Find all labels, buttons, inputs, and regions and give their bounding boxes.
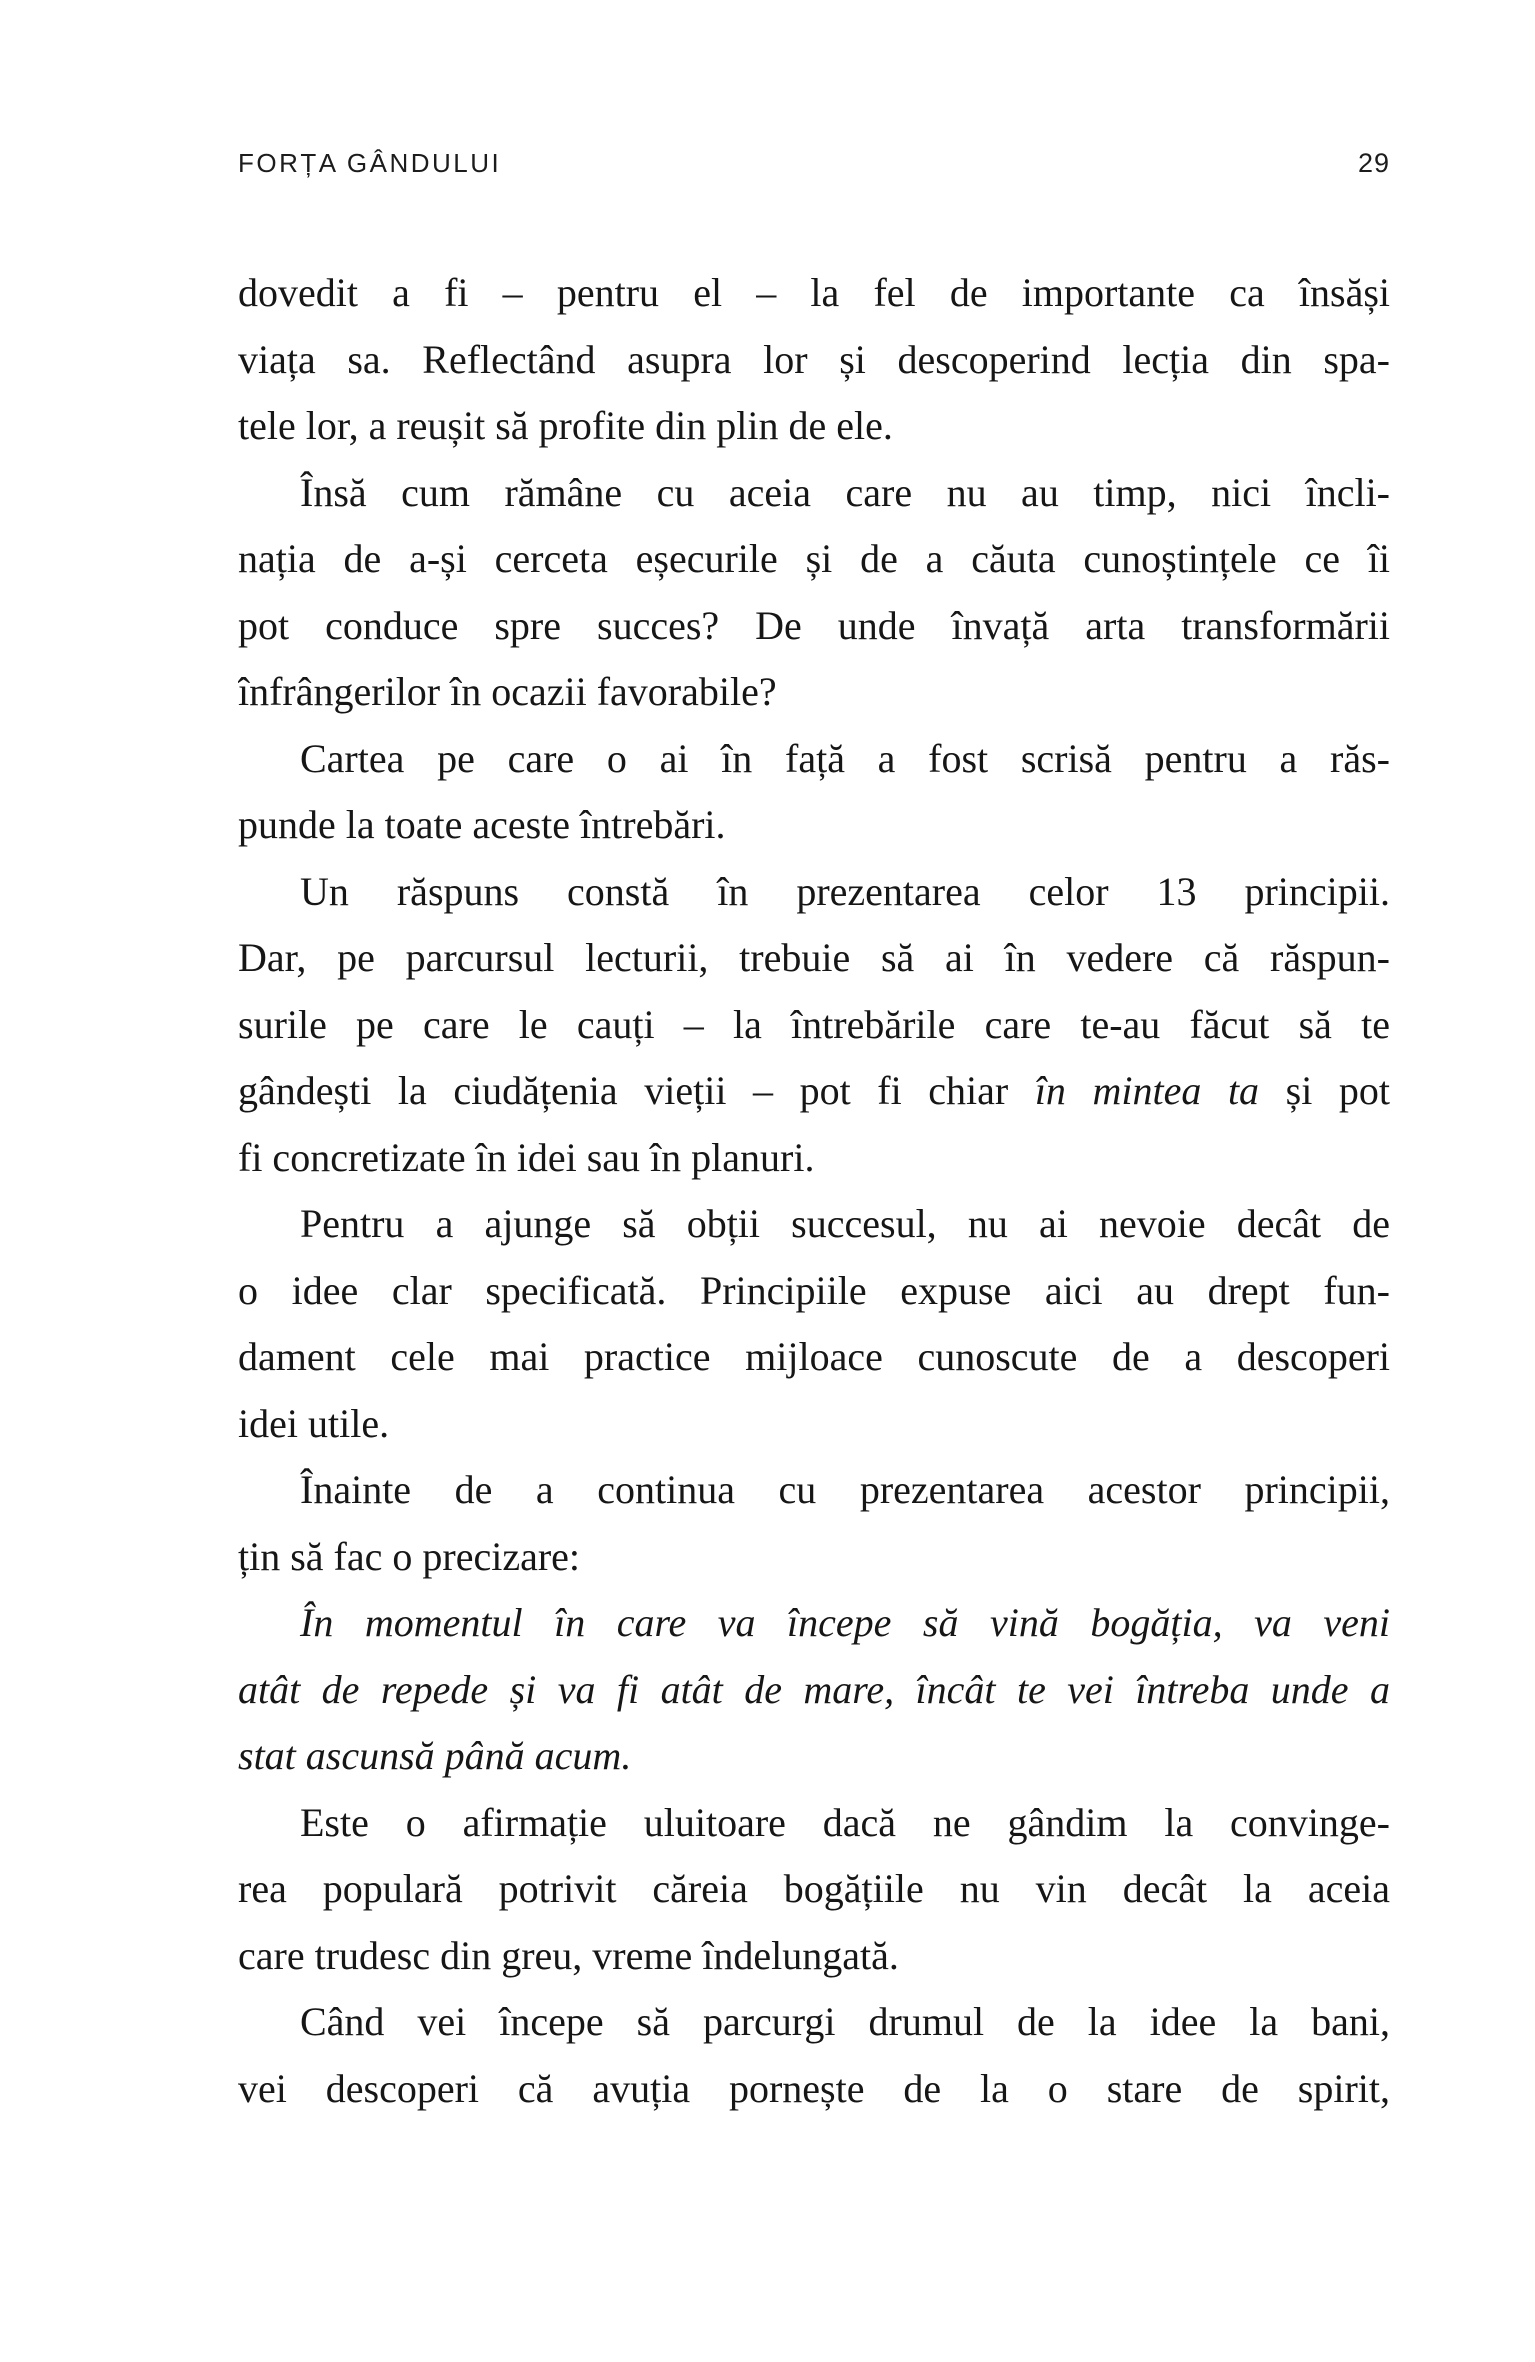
text-line <box>238 1258 1390 1325</box>
text-segment: tele lor, a reușit să profite din plin de ele. <box>238 403 893 448</box>
italic-text-segment: atât de repede și va fi atât de mare, încât te vei întreba unde a <box>238 1666 1390 1712</box>
paragraph <box>238 1191 1390 1457</box>
text-segment: dament cele mai practice mijloace cunoscute de a descoperi <box>238 1334 1390 1379</box>
text-line <box>238 1058 1390 1125</box>
text-segment: Dar, pe parcursul lecturii, trebuie să ai în vedere că răspun- <box>238 935 1390 980</box>
text-line <box>238 792 1390 859</box>
paragraph <box>238 859 1390 1192</box>
page-body <box>238 260 1390 2122</box>
text-segment: pot conduce spre succes? De unde învață arta transformării <box>238 602 1390 648</box>
text-line <box>238 460 1390 527</box>
text-segment: Când vei începe să parcurgi drumul de la idee la bani, <box>300 1999 1390 2044</box>
text-segment: Înainte de a continua cu prezentarea acestor principii, <box>300 1467 1390 1512</box>
text-segment: surile pe care le cauți – la întrebările care te-au făcut să te <box>238 1001 1390 1047</box>
text-line <box>238 1790 1390 1857</box>
text-line <box>238 1524 1390 1591</box>
paragraph <box>238 1790 1390 1990</box>
text-line <box>238 1657 1390 1724</box>
text-line <box>238 1856 1390 1923</box>
text-line <box>238 260 1390 327</box>
italic-text-segment: în mintea ta <box>1034 1068 1260 1113</box>
running-title: FORȚA GÂNDULUI <box>238 148 502 178</box>
text-line <box>238 1191 1390 1258</box>
paragraph <box>238 460 1390 726</box>
paragraph <box>238 1590 1390 1790</box>
text-line <box>238 1590 1390 1657</box>
text-line <box>238 726 1390 793</box>
text-segment: idei utile. <box>238 1400 390 1446</box>
paragraph <box>238 1989 1390 2122</box>
text-segment: care trudesc din greu, vreme îndelungată. <box>238 1932 899 1978</box>
text-segment: punde la toate aceste întrebări. <box>238 802 726 847</box>
text-segment: Pentru a ajunge să obții succesul, nu ai nevoie decât de <box>300 1201 1390 1246</box>
text-segment: nația de a-și cerceta eșecurile și de a căuta cunoștințele ce îi <box>238 536 1390 581</box>
text-line <box>238 327 1390 394</box>
text-segment: Este o afirmație uluitoare dacă ne gândim la convinge- <box>300 1799 1390 1845</box>
text-segment: fi concretizate în idei sau în planuri. <box>238 1134 815 1180</box>
text-line <box>238 859 1390 926</box>
text-segment: o idee clar specificată. Principiile expuse aici au drept fun- <box>238 1267 1390 1313</box>
text-line <box>238 1324 1390 1391</box>
text-line <box>238 1989 1390 2056</box>
text-line <box>238 992 1390 1059</box>
text-line <box>238 593 1390 660</box>
italic-text-segment: În momentul în care va începe să vină bogăția, va veni <box>300 1600 1390 1645</box>
text-segment: dovedit a fi – pentru el – la fel de importante ca însăși <box>238 270 1390 315</box>
italic-text-segment: stat ascunsă până acum. <box>238 1733 632 1778</box>
text-line <box>238 925 1390 992</box>
text-segment: țin să fac o precizare: <box>238 1533 581 1579</box>
paragraph <box>238 260 1390 460</box>
text-segment: gândești la ciudățenia vieții – pot fi chiar <box>238 1068 1035 1113</box>
text-segment: vei descoperi că avuția pornește de la o stare de spirit, <box>238 2065 1390 2111</box>
paragraph <box>238 1457 1390 1590</box>
text-segment: Însă cum rămâne cu aceia care nu au timp, nici încli- <box>300 469 1390 515</box>
text-segment: Un răspuns constă în prezentarea celor 13 principii. <box>300 868 1390 914</box>
text-segment: Cartea pe care o ai în față a fost scrisă pentru a răs- <box>300 735 1390 781</box>
text-line <box>238 1723 1390 1790</box>
text-segment: și pot <box>1259 1068 1390 1113</box>
text-line <box>238 1457 1390 1524</box>
text-line <box>238 1125 1390 1192</box>
text-line <box>238 526 1390 593</box>
paragraph <box>238 726 1390 859</box>
text-line <box>238 1391 1390 1458</box>
text-line <box>238 393 1390 460</box>
page-header <box>238 148 1390 179</box>
text-segment: rea populară potrivit căreia bogățiile nu vin decât la aceia <box>238 1866 1390 1911</box>
text-segment: viața sa. Reflectând asupra lor și descoperind lecția din spa- <box>238 336 1390 382</box>
text-line <box>238 1923 1390 1990</box>
text-segment: înfrângerilor în ocazii favorabile? <box>238 669 777 714</box>
page-number: 29 <box>1357 148 1390 178</box>
text-line <box>238 659 1390 726</box>
text-line <box>238 2056 1390 2123</box>
